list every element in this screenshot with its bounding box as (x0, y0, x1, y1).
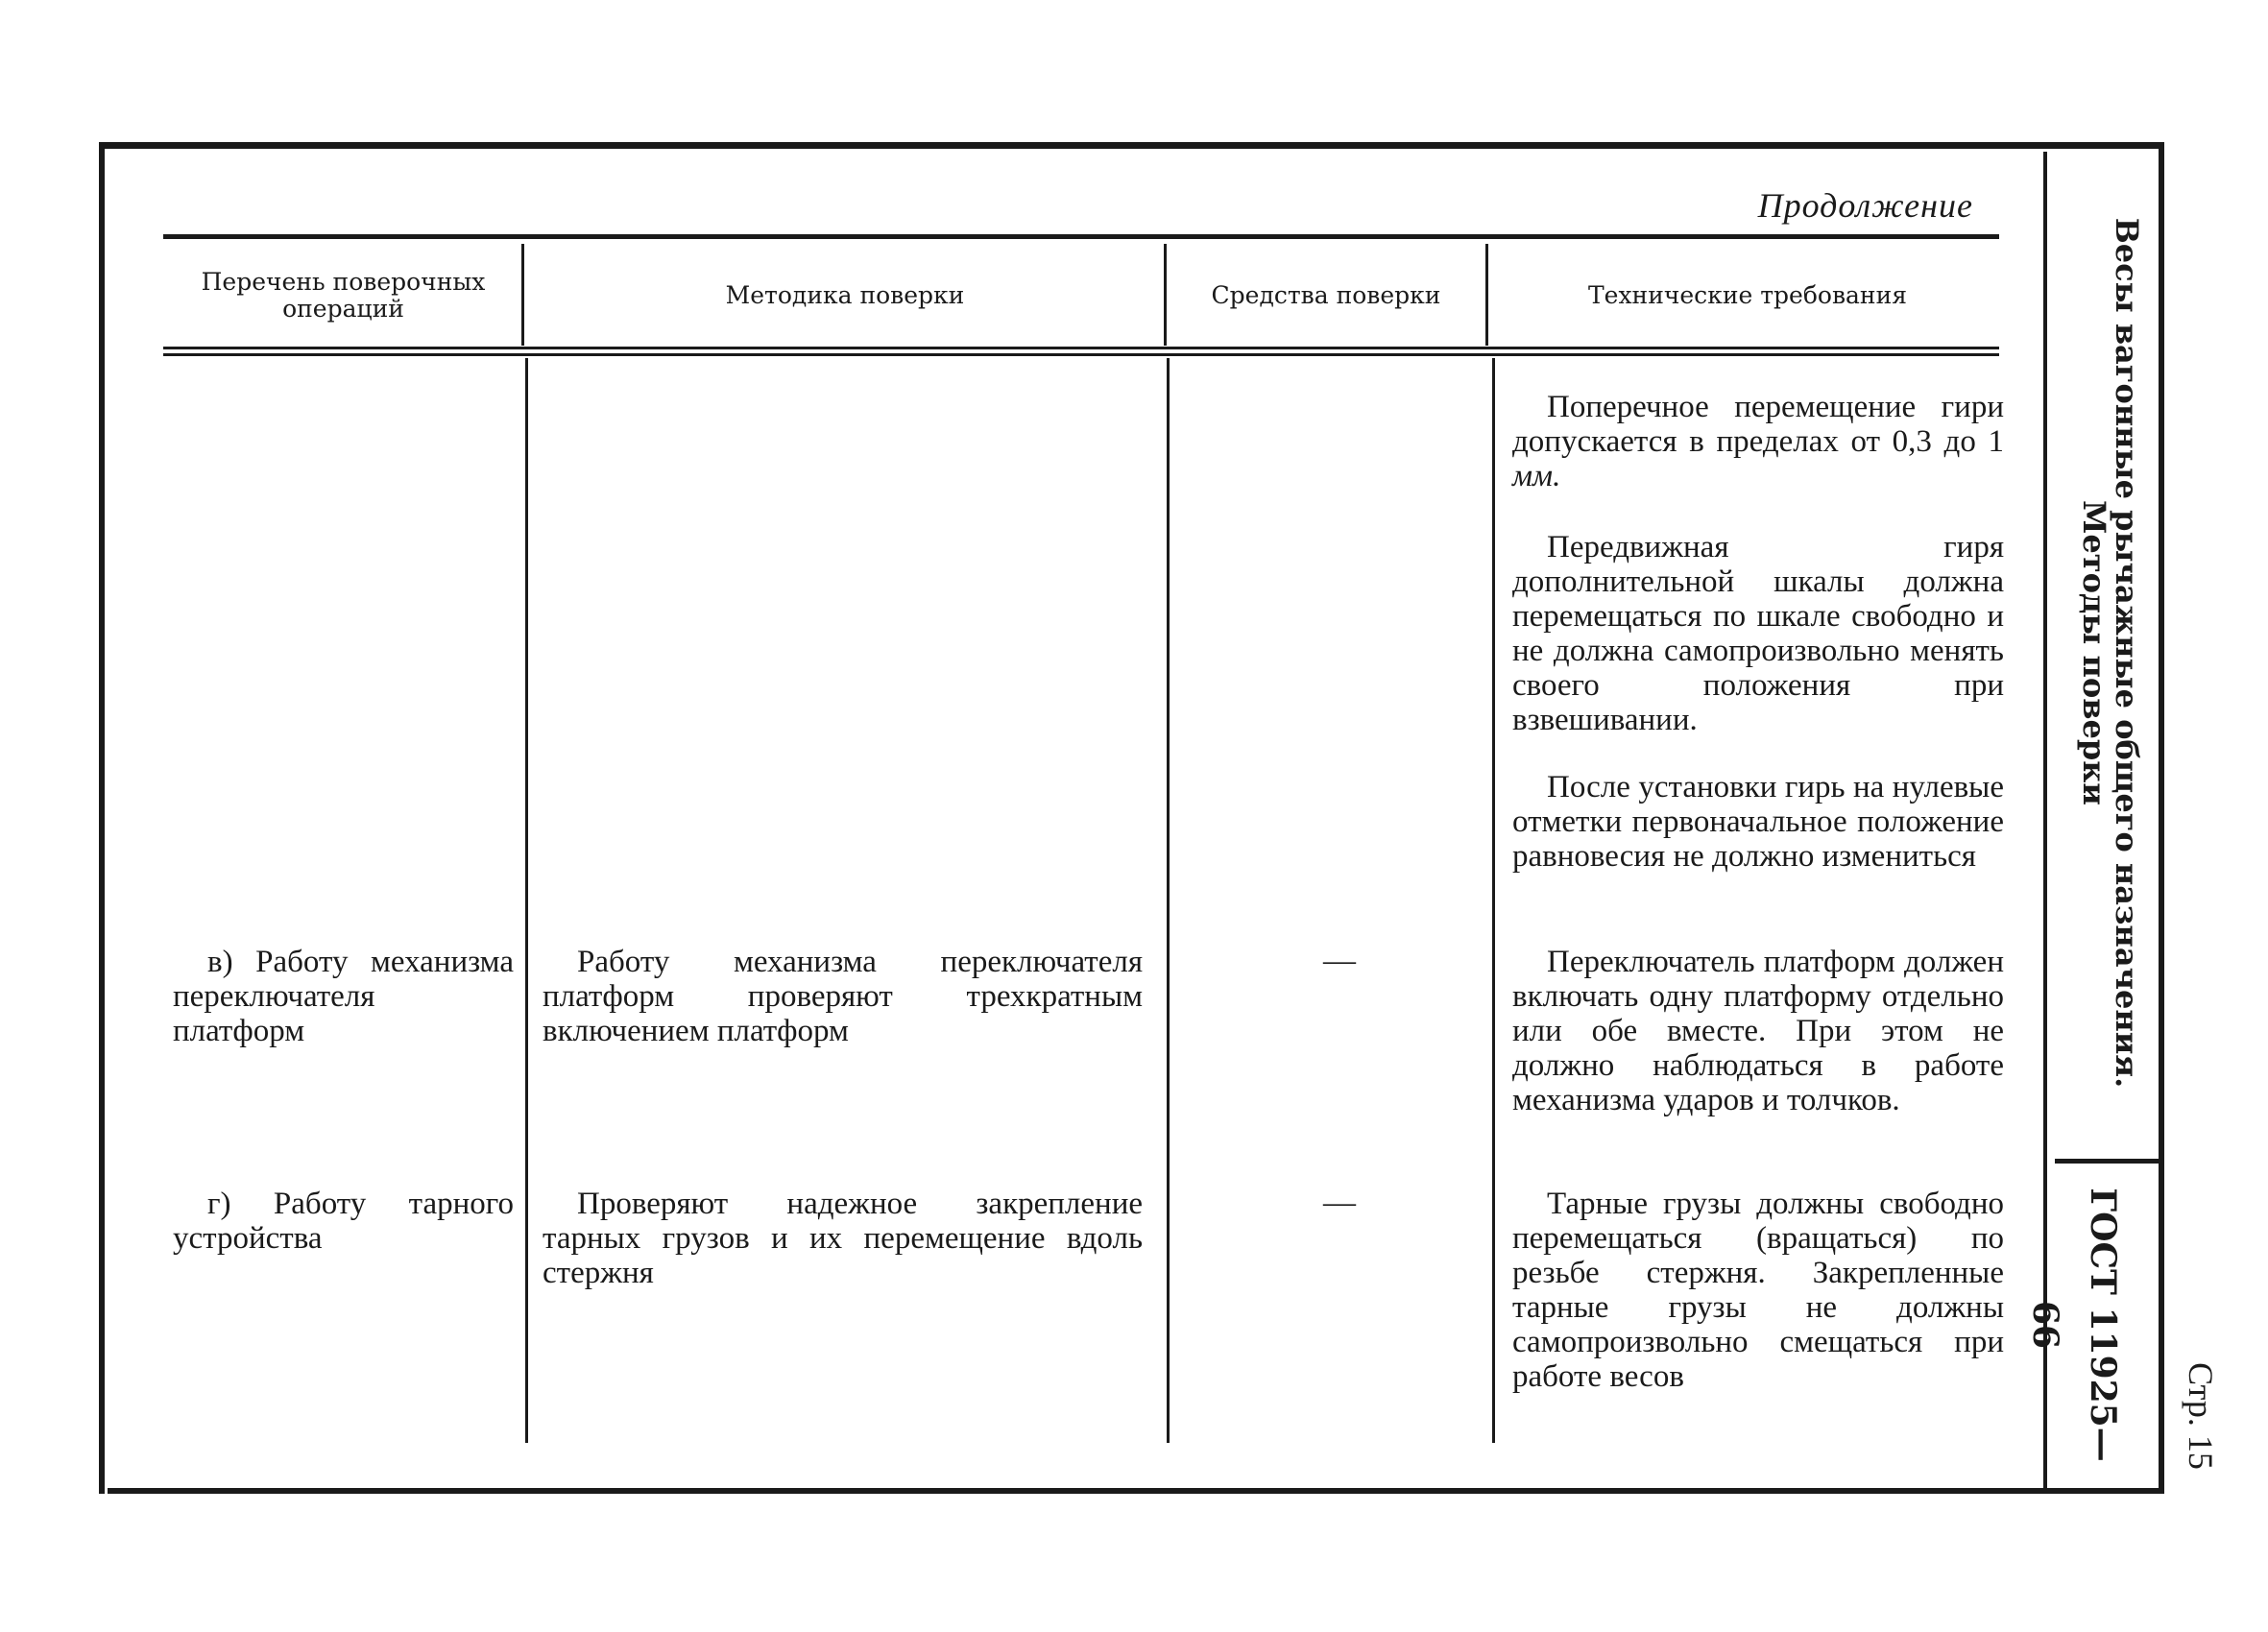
requirement-paragraph-2: Передвижная гиря дополнительной шкалы должна перемещаться по шкале свободно и не должна самопроизвольно менять своего положения при взвешивании. (1512, 530, 2004, 737)
body-col-line-1 (525, 358, 528, 1443)
standard-number: ГОСТ 11925—66 (2025, 1188, 2123, 1462)
page-number: Стр. 15 (2182, 1362, 2220, 1470)
sidebar-title-line-1: Весы вагонные рычажные общего назначения. (2109, 217, 2145, 1089)
operation-row-g: г) Работу тарного устройства (173, 1187, 514, 1256)
frame-left-border (99, 142, 105, 1494)
frame-top-border (99, 142, 2163, 149)
table-top-rule (163, 234, 1999, 239)
sidebar-title (2047, 173, 2143, 1133)
sidebar-separator (2055, 1159, 2159, 1164)
header-requirements: Технические требования (1587, 281, 1908, 309)
body-col-line-2 (1167, 358, 1170, 1443)
header-method: Методика поверки (725, 281, 965, 309)
header-col-line-3 (1485, 244, 1488, 346)
header-rule-2 (163, 353, 1999, 356)
header-col-line-2 (1164, 244, 1167, 346)
means-row-v: — (1323, 943, 1356, 978)
sidebar-title-line-2: Методы поверки (2076, 499, 2112, 806)
requirements-row-g: Тарные грузы должны свободно перемещаться (вращаться) по резьбе стержня. Закрепленные тарные грузы не должны самопроизвольно смещаться при работе весов (1512, 1187, 2004, 1394)
header-col-line-1 (521, 244, 524, 346)
method-row-g: Проверяют надежное закрепление тарных грузов и их перемещение вдоль стержня (543, 1187, 1143, 1290)
requirement-paragraph-3: После установки гирь на нулевые отметки первоначальное положение равновесия не должно измениться (1512, 770, 2004, 874)
header-means: Средства поверки (1211, 281, 1441, 309)
header-rule-1 (163, 347, 1999, 349)
unit-mm: мм. (1512, 459, 1561, 493)
frame-right-border (2159, 142, 2164, 1494)
method-row-v: Работу механизма переключателя платформ проверяют трехкратным включением платформ (543, 945, 1143, 1048)
requirement-paragraph-1: Поперечное перемещение гири допускается в пределах от 0,3 до 1 мм. (1512, 390, 2004, 493)
means-row-g: — (1323, 1185, 1356, 1220)
continuation-label: Продолжение (1757, 186, 1973, 225)
frame-bottom-border (108, 1488, 2164, 1494)
body-col-line-3 (1492, 358, 1495, 1443)
header-operations: Перечень поверочных операций (201, 268, 486, 323)
requirements-row-v: Переключатель платформ должен включать одну платформу отдельно или обе вместе. При этом не должно наблюдаться в работе механизма ударов и толчков. (1512, 945, 2004, 1117)
operation-row-v: в) Работу механизма переключателя платформ (173, 945, 514, 1048)
